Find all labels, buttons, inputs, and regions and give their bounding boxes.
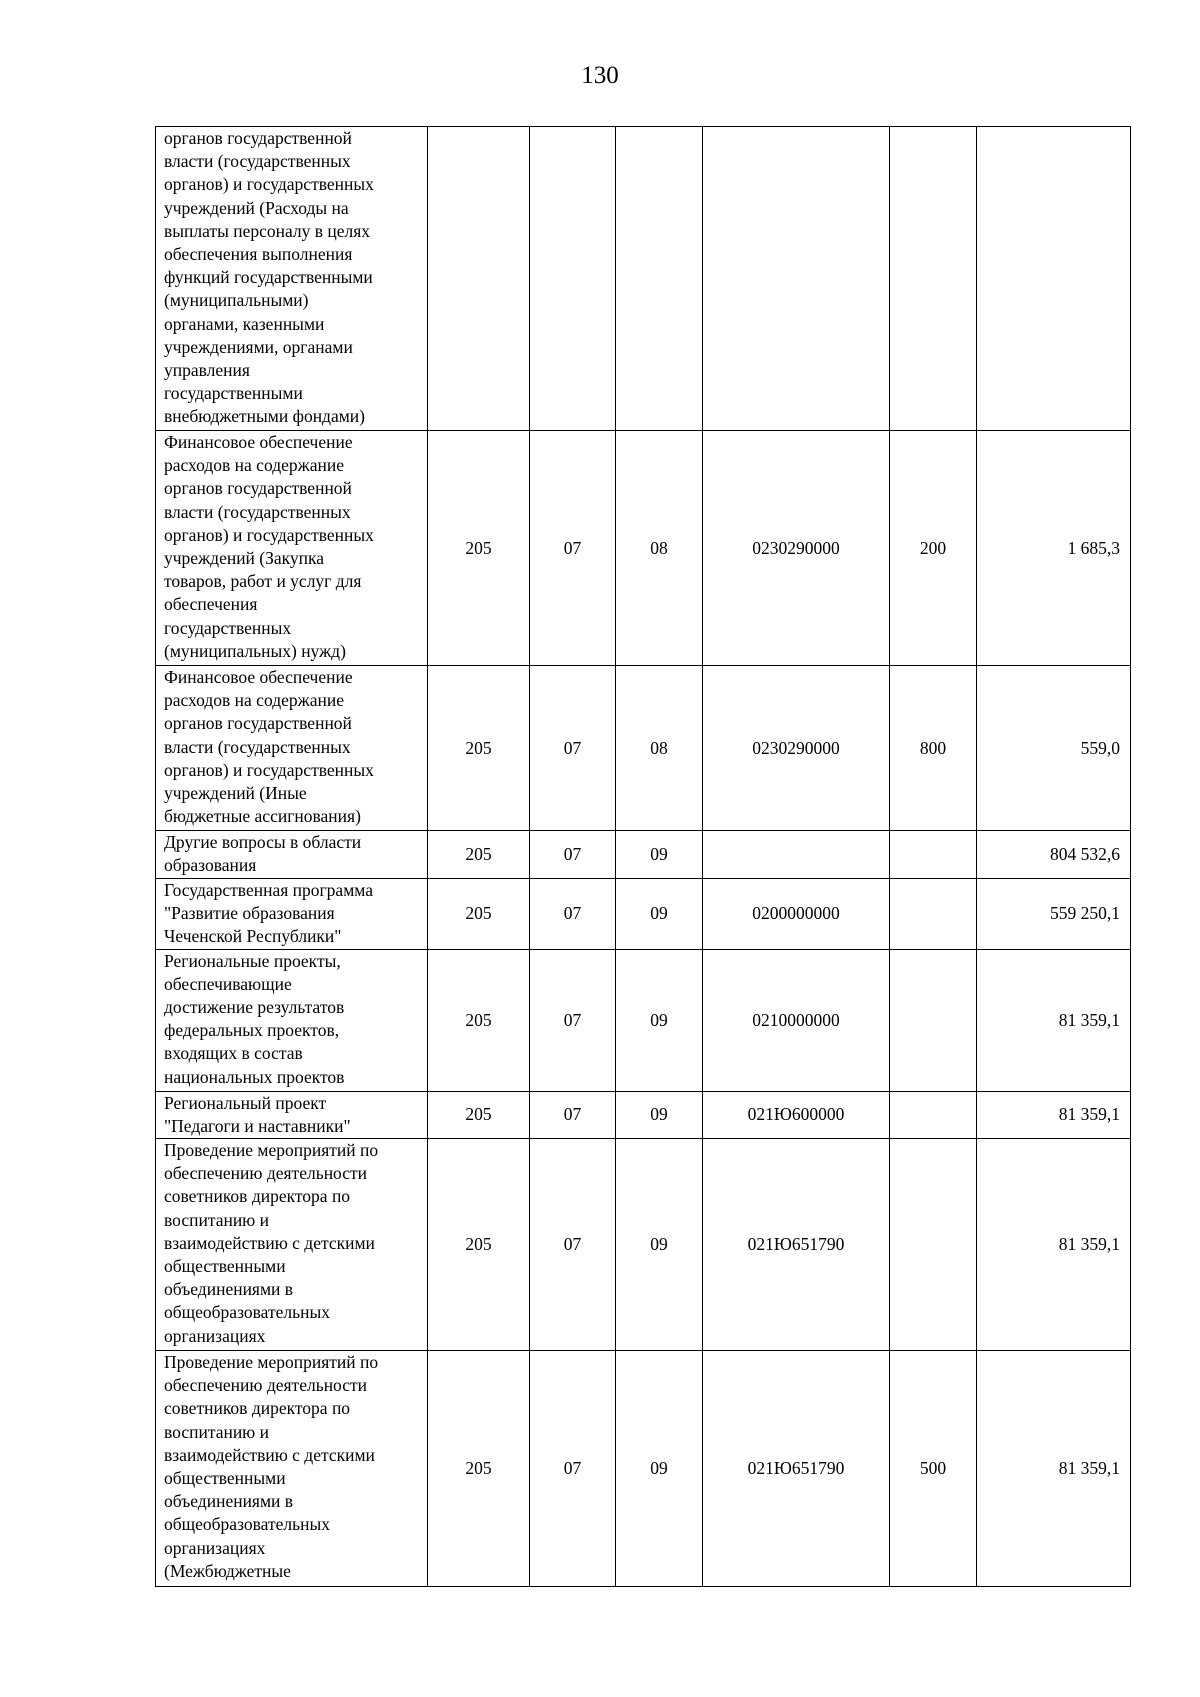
expense-type-code: 500: [890, 1351, 977, 1587]
table-row: [156, 666, 1131, 831]
expense-type-code: 200: [890, 431, 977, 666]
section-code: [530, 127, 616, 431]
target-article-code: [703, 127, 890, 431]
subsection-code: 09: [616, 831, 703, 879]
expense-type-code: [890, 127, 977, 431]
item-name: органов государственной власти (государственных органов) и государственных учреждений (Расходы на выплаты персоналу в целях обеспечения выполнения функций государственными (муниципальными) органами, казенными учреждениями, органами управления государственными внебюджетными фондами): [164, 128, 374, 427]
target-article-code: 0200000000: [703, 879, 890, 950]
item-name: Региональные проекты, обеспечивающие достижение результатов федеральных проектов, входящих в состав национальных проектов: [164, 950, 345, 1087]
amount-value: 559,0: [977, 666, 1131, 831]
ministry-code: 205: [428, 1139, 530, 1351]
item-name: Проведение мероприятий по обеспечению деятельности советников директора по воспитанию и взаимодействию с детскими общественными объединениями в общеобразовательных организациях: [164, 1140, 379, 1346]
expense-type-code: [890, 1091, 977, 1138]
ministry-code: 205: [428, 879, 530, 950]
table-row: [156, 879, 1131, 950]
ministry-code: [428, 127, 530, 431]
expense-type-code: 800: [890, 666, 977, 831]
ministry-code: 205: [428, 1351, 530, 1587]
section-code: 07: [530, 1139, 616, 1351]
amount-value: 81 359,1: [977, 1351, 1131, 1587]
amount-value: 81 359,1: [977, 1091, 1131, 1138]
item-name-cell: [156, 431, 428, 666]
target-article-code: [703, 831, 890, 879]
subsection-code: 09: [616, 1351, 703, 1587]
table-row: [156, 1091, 1131, 1138]
expense-type-code: [890, 1139, 977, 1351]
amount-value: 804 532,6: [977, 831, 1131, 879]
target-article-code: 021Ю600000: [703, 1091, 890, 1138]
ministry-code: 205: [428, 431, 530, 666]
item-name-cell: [156, 666, 428, 831]
target-article-code: 0210000000: [703, 949, 890, 1091]
subsection-code: 08: [616, 666, 703, 831]
table-row: [156, 1351, 1131, 1587]
ministry-code: 205: [428, 949, 530, 1091]
amount-value: 81 359,1: [977, 949, 1131, 1091]
section-code: 07: [530, 879, 616, 950]
ministry-code: 205: [428, 666, 530, 831]
table-row: [156, 1139, 1131, 1351]
item-name: Финансовое обеспечение расходов на содержание органов государственной власти (государственных органов) и государственных учреждений (Иные бюджетные ассигнования): [164, 667, 374, 827]
item-name: Финансовое обеспечение расходов на содержание органов государственной власти (государственных органов) и государственных учреждений (Закупка товаров, работ и услуг для обеспечения государственных (муниципальных) нужд): [164, 432, 374, 661]
table-row: [156, 431, 1131, 666]
table-row: [156, 127, 1131, 431]
section-code: 07: [530, 1351, 616, 1587]
expense-type-code: [890, 949, 977, 1091]
amount-value: [977, 127, 1131, 431]
target-article-code: 0230290000: [703, 431, 890, 666]
table-row: [156, 831, 1131, 879]
subsection-code: 09: [616, 879, 703, 950]
section-code: 07: [530, 666, 616, 831]
target-article-code: 021Ю651790: [703, 1351, 890, 1587]
target-article-code: 0230290000: [703, 666, 890, 831]
item-name-cell: [156, 879, 428, 950]
expense-type-code: [890, 831, 977, 879]
item-name-cell: [156, 1091, 428, 1138]
item-name-cell: [156, 949, 428, 1091]
item-name-cell: [156, 127, 428, 431]
item-name-cell: [156, 1139, 428, 1351]
subsection-code: [616, 127, 703, 431]
budget-table-body: [156, 127, 1131, 1587]
item-name: Проведение мероприятий по обеспечению деятельности советников директора по воспитанию и взаимодействию с детскими общественными объединениями в общеобразовательных организациях (Межбюджетные: [164, 1352, 379, 1581]
subsection-code: 08: [616, 431, 703, 666]
page-number: 130: [581, 62, 619, 89]
section-code: 07: [530, 831, 616, 879]
subsection-code: 09: [616, 1139, 703, 1351]
expense-type-code: [890, 879, 977, 950]
amount-value: 559 250,1: [977, 879, 1131, 950]
section-code: 07: [530, 1091, 616, 1138]
section-code: 07: [530, 431, 616, 666]
amount-value: 1 685,3: [977, 431, 1131, 666]
item-name: Другие вопросы в области образования: [164, 832, 362, 876]
item-name-cell: [156, 1351, 428, 1587]
amount-value: 81 359,1: [977, 1139, 1131, 1351]
budget-table: [155, 126, 1131, 1587]
item-name: Региональный проект "Педагоги и наставники": [164, 1092, 351, 1136]
item-name: Государственная программа "Развитие образования Чеченской Республики": [164, 880, 373, 947]
ministry-code: 205: [428, 1091, 530, 1138]
item-name-cell: [156, 831, 428, 879]
ministry-code: 205: [428, 831, 530, 879]
section-code: 07: [530, 949, 616, 1091]
subsection-code: 09: [616, 949, 703, 1091]
subsection-code: 09: [616, 1091, 703, 1138]
table-row: [156, 949, 1131, 1091]
target-article-code: 021Ю651790: [703, 1139, 890, 1351]
